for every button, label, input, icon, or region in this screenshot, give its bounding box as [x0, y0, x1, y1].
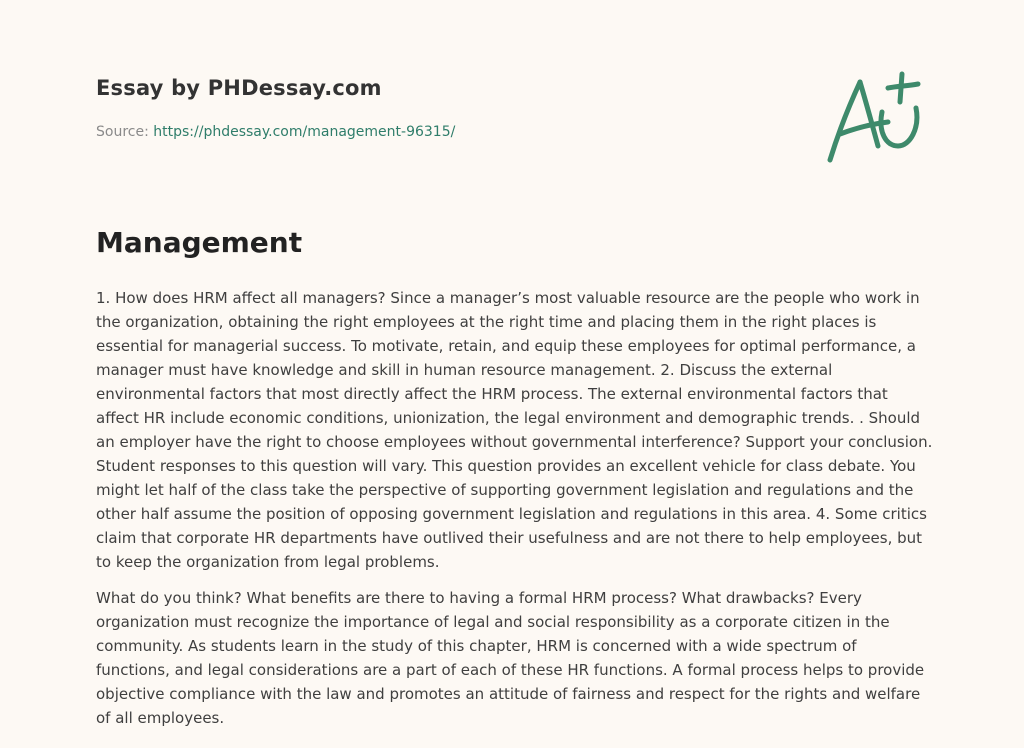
- essay-page: [96, 0, 934, 748]
- a-plus-logo-icon: [816, 62, 926, 172]
- essay-body: [96, 286, 934, 742]
- site-title: Essay by PHDessay.com: [96, 76, 382, 100]
- essay-paragraph: What do you think? What benefits are there to having a formal HRM process? What drawbacks? Every organization must recognize the importance of legal and social responsibility as a corporate citizen in the community. As students learn in the study of this chapter, HRM is concerned with a wide spectrum of functions, and legal considerations are a part of each of these HR functions. A formal process helps to provide objective compliance with the law and promotes an attitude of fairness and respect for the rights and welfare of all employees.: [96, 589, 925, 727]
- essay-paragraph: 1. How does HRM affect all managers? Since a manager’s most valuable resource are the people who work in the organization, obtaining the right employees at the right time and placing them in the right places is essential for managerial success. To motivate, retain, and equip these employees for optimal performance, a manager must have knowledge and skill in human resource management. 2. Discuss the external environmental factors that most directly affect the HRM process. The external environmental factors that affect HR include economic conditions, unionization, the legal environment and demographic trends. . Should an employer have the right to choose employees without governmental interference? Support your conclusion. Student responses to this question will vary. This question provides an excellent vehicle for class debate. You might let half of the class take the perspective of supporting government legislation and regulations and the other half assume the position of opposing government legislation and regulations in this area. 4. Some critics claim that corporate HR departments have outlived their usefulness and are not there to help employees, but to keep the organization from legal problems.: [96, 289, 933, 571]
- source-line: [96, 124, 455, 140]
- a-plus-logo-svg: [816, 62, 926, 172]
- essay-title: Management: [96, 226, 303, 259]
- source-label: Source:: [96, 124, 154, 140]
- source-link[interactable]: https://phdessay.com/management-96315/: [153, 124, 456, 140]
